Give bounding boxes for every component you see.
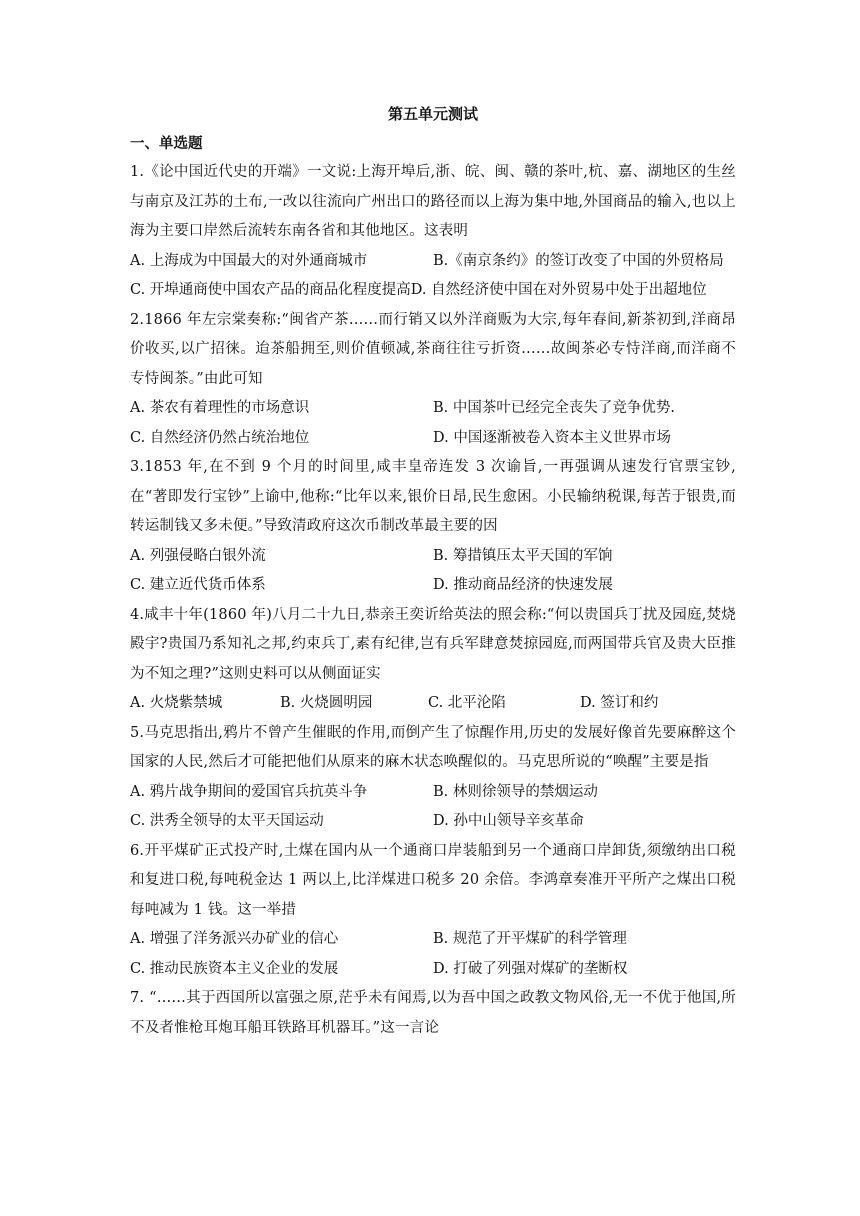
option-a: A. 列强侵略白银外流 bbox=[130, 547, 266, 564]
option-c: C. 建立近代货币体系 bbox=[130, 577, 266, 593]
option-c-d bbox=[130, 276, 707, 306]
question-stem: 3.1853 年,在不到 9 个月的时间里,咸丰皇帝连发 3 次谕旨,一再强调从速发行官票宝钞,在“著即发行宝钞”上谕中,他称:“比年以来,银价日昂,民生愈困。小民输纳税课,每苦于银贵,而转运制钱又多未便。”导致清政府这次币制改革最主要的因 bbox=[130, 459, 736, 534]
option-b: B. 中国茶叶已经完全丧失了竞争优势. bbox=[433, 400, 675, 416]
question-stem: 7. “……其于西国所以富强之原,茫乎未有闻焉,以为吾中国之政教文物风俗,无一不优于他国,所不及者惟枪耳炮耳船耳铁路耳机器耳。”这一言论 bbox=[130, 990, 736, 1036]
option-b: B. 筹措镇压太平天国的军饷 bbox=[433, 547, 613, 564]
question-stem: 6.开平煤矿正式投产时,土煤在国内从一个通商口岸装船到另一个通商口岸卸货,须缴纳出口税和复进口税,每吨税金达 1 两以上,比洋煤进口税多 20 余倍。李鸿章奏准开平所产之煤出口税每吨减为 1 钱。这一举措 bbox=[130, 842, 736, 918]
option-b: B.《南京条约》的签订改变了中国的外贸格局 bbox=[433, 252, 724, 269]
question-5 bbox=[130, 719, 736, 837]
document-page bbox=[130, 100, 736, 1043]
question-stem: 4.咸丰十年(1860 年)八月二十九日,恭亲王奕䜣给英法的照会称:“何以贵国兵丁扰及园庭,焚烧殿宇?贵国乃系知礼之邦,约束兵丁,素有纪律,岂有兵军肆意焚掠园庭,而两国带兵官及贵大臣推为不知之理?”这则史料可以从侧面证实 bbox=[130, 606, 736, 682]
option-a: A. 鸦片战争期间的爱国官兵抗英斗争 bbox=[130, 783, 368, 800]
question-7 bbox=[130, 984, 736, 1043]
option-d: D. 中国逐渐被卷入资本主义世界市场 bbox=[433, 429, 671, 446]
option-a: A. 茶农有着理性的市场意识 bbox=[130, 400, 310, 416]
option-b: B. 火烧圆明园 bbox=[280, 695, 373, 711]
option-d: D. 打破了列强对煤矿的垄断权 bbox=[433, 960, 628, 977]
option-c: C. 北平沦陷 bbox=[428, 695, 506, 711]
option-d: D. 孙中山领导辛亥革命 bbox=[433, 813, 584, 829]
question-3 bbox=[130, 453, 736, 601]
question-1 bbox=[130, 158, 736, 306]
option-a: A. 火烧紫禁城 bbox=[130, 695, 223, 711]
option-c: C. 开埠通商使中国农产品的商品化程度提高 bbox=[130, 282, 411, 298]
question-stem: 2.1866 年左宗棠奏称:“闽省产茶……而行销又以外洋商贩为大宗,每年春间,新茶初到,洋商昂价收买,以广招徕。迨茶船拥至,则价值顿减,茶商往往亏折资……故闽茶必专恃洋商,而洋商不专恃闽茶。”由此可知 bbox=[130, 311, 736, 387]
option-d: D. 自然经济使中国在对外贸易中处于出超地位 bbox=[410, 282, 707, 298]
option-d: D. 推动商品经济的快速发展 bbox=[433, 577, 613, 593]
question-2 bbox=[130, 306, 736, 454]
option-d: D. 签订和约 bbox=[580, 695, 659, 711]
document-title: 第五单元测试 bbox=[387, 105, 478, 123]
question-stem: 5.马克思指出,鸦片不曾产生催眠的作用,而倒产生了惊醒作用,历史的发展好像首先要麻醉这个国家的人民,然后才可能把他们从原来的麻木状态唤醒似的。马克思所说的“唤醒”主要是指 bbox=[130, 724, 736, 770]
option-b: B. 林则徐领导的禁烟运动 bbox=[433, 783, 598, 800]
option-c: C. 洪秀全领导的太平天国运动 bbox=[130, 813, 324, 829]
question-stem: 1.《论中国近代史的开端》一文说:上海开埠后,浙、皖、闽、赣的茶叶,杭、嘉、湖地区的生丝与南京及江苏的土布,一改以往流向广州出口的路径而以上海为集中地,外国商品的输入,也以上海为主要口岸然后流转东南各省和其他地区。这表明 bbox=[130, 164, 736, 239]
option-a: A. 增强了洋务派兴办矿业的信心 bbox=[130, 931, 339, 947]
question-4 bbox=[130, 601, 736, 719]
question-6 bbox=[130, 837, 736, 985]
option-b: B. 规范了开平煤矿的科学管理 bbox=[433, 931, 627, 947]
option-a: A. 上海成为中国最大的对外通商城市 bbox=[130, 252, 368, 269]
section-heading: 一、单选题 bbox=[130, 135, 203, 152]
option-c: C. 自然经济仍然占统治地位 bbox=[130, 429, 310, 446]
option-c: C. 推动民族资本主义企业的发展 bbox=[130, 960, 339, 977]
